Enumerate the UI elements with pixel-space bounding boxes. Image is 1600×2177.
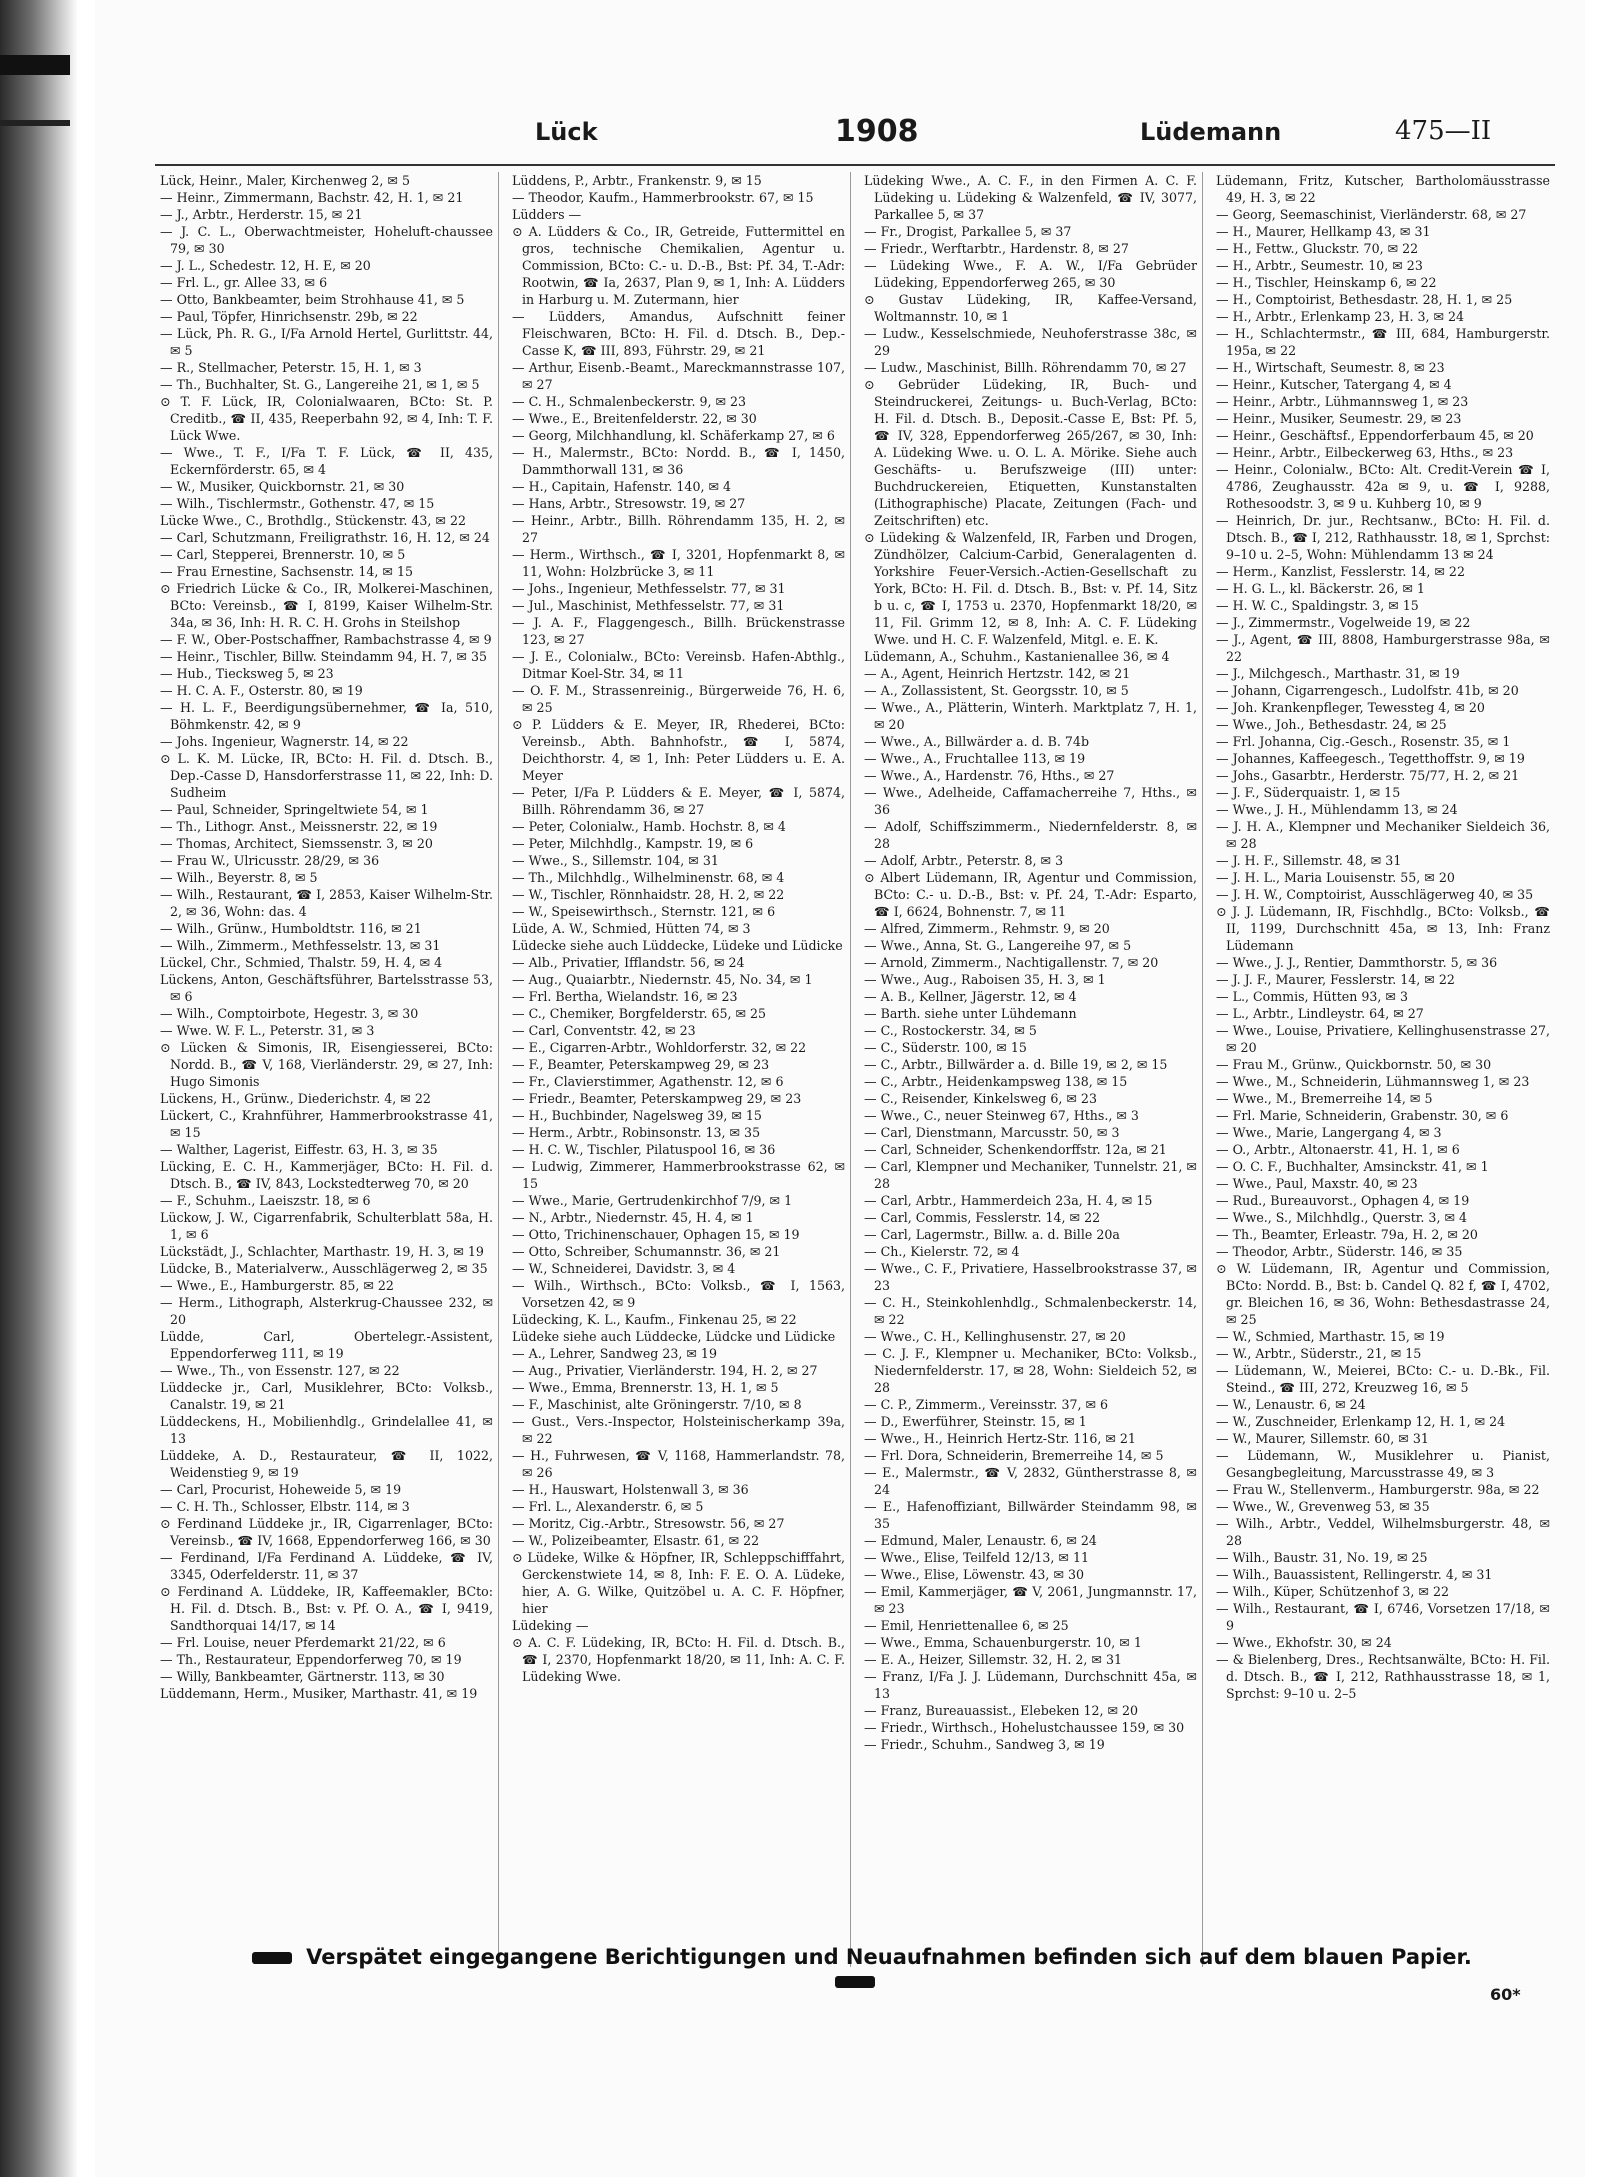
directory-entry: ⊙ Lücken & Simonis, IR, Eisengiesserei, BCto: Nordd. B., ☎ V, 168, Vierländerstr. 29, ✉ 27, Inh: Hugo Simonis bbox=[160, 1040, 493, 1089]
directory-entry: — Carl, Procurist, Hoheweide 5, ✉ 19 bbox=[160, 1482, 402, 1497]
directory-entry: — Wwe., H., Heinrich Hertz-Str. 116, ✉ 21 bbox=[864, 1431, 1136, 1446]
directory-entry: Lück, Heinr., Maler, Kirchenweg 2, ✉ 5 bbox=[160, 173, 410, 188]
directory-entry: — W., Arbtr., Süderstr., 21, ✉ 15 bbox=[1216, 1346, 1422, 1361]
directory-entry: — F., Beamter, Peterskampweg 29, ✉ 23 bbox=[512, 1057, 770, 1072]
directory-entry: — Frl. L., Alexanderstr. 6, ✉ 5 bbox=[512, 1499, 704, 1514]
page-header bbox=[155, 112, 1555, 162]
directory-entry: — Fr., Drogist, Parkallee 5, ✉ 37 bbox=[864, 224, 1072, 239]
directory-entry: Lückens, Anton, Geschäftsführer, Bartelsstrasse 53, ✉ 6 bbox=[160, 972, 493, 1004]
directory-entry: — Theodor, Arbtr., Süderstr. 146, ✉ 35 bbox=[1216, 1244, 1463, 1259]
directory-entry: — Heinr., Kutscher, Tatergang 4, ✉ 4 bbox=[1216, 377, 1452, 392]
directory-entry: — Jul., Maschinist, Methfesselstr. 77, ✉ 31 bbox=[512, 598, 785, 613]
directory-entry: — J., Milchgesch., Marthastr. 31, ✉ 19 bbox=[1216, 666, 1460, 681]
directory-entry: — Friedr., Beamter, Peterskampweg 29, ✉ 23 bbox=[512, 1091, 802, 1106]
directory-entry: — C. P., Zimmerm., Vereinsstr. 37, ✉ 6 bbox=[864, 1397, 1109, 1412]
directory-entry: — Wilh., Grünw., Humboldtstr. 116, ✉ 21 bbox=[160, 921, 422, 936]
directory-entry: — H., Buchbinder, Nagelsweg 39, ✉ 15 bbox=[512, 1108, 762, 1123]
directory-entry: — Lüdemann, W., Meierei, BCto: C.- u. D.-Bk., Fil. Steind., ☎ III, 272, Kreuzweg 16, ✉ 5 bbox=[1216, 1363, 1550, 1395]
header-rule bbox=[155, 164, 1555, 166]
directory-entry: — J. C. L., Oberwachtmeister, Hoheluft-chaussee 79, ✉ 30 bbox=[160, 224, 493, 256]
directory-entry: — Adolf, Arbtr., Peterstr. 8, ✉ 3 bbox=[864, 853, 1064, 868]
directory-entry: Lüdemann, Fritz, Kutscher, Bartholomäusstrasse 49, H. 3, ✉ 22 bbox=[1216, 173, 1550, 205]
page-number: 60* bbox=[1490, 1985, 1521, 2004]
directory-entry: — Otto, Schreiber, Schumannstr. 36, ✉ 21 bbox=[512, 1244, 781, 1259]
directory-entry: — Th., Restaurateur, Eppendorferweg 70, ✉ 19 bbox=[160, 1652, 462, 1667]
directory-entry: — H., Maurer, Hellkamp 43, ✉ 31 bbox=[1216, 224, 1431, 239]
directory-entry: — H., Arbtr., Seumestr. 10, ✉ 23 bbox=[1216, 258, 1423, 273]
directory-entry: Lücking, E. C. H., Kammerjäger, BCto: H. Fil. d. Dtsch. B., ☎ IV, 843, Lockstedterweg 70, ✉ 20 bbox=[160, 1159, 493, 1191]
directory-entry: — Peter, Milchhdlg., Kampstr. 19, ✉ 6 bbox=[512, 836, 754, 851]
directory-entry: — Fr., Clavierstimmer, Agathenstr. 12, ✉ 6 bbox=[512, 1074, 784, 1089]
directory-entry: — C., Chemiker, Borgfelderstr. 65, ✉ 25 bbox=[512, 1006, 767, 1021]
directory-entry: — Th., Milchhdlg., Wilhelminenstr. 68, ✉ 4 bbox=[512, 870, 785, 885]
directory-entry: — E., Hafenoffiziant, Billwärder Steindamm 98, ✉ 35 bbox=[864, 1499, 1197, 1531]
directory-entry: — H. L. F., Beerdigungsübernehmer, ☎ Ia, 510, Böhmkenstr. 42, ✉ 9 bbox=[160, 700, 493, 732]
directory-entry: — Thomas, Architect, Siemssenstr. 3, ✉ 20 bbox=[160, 836, 433, 851]
directory-entry: — Paul, Schneider, Springeltwiete 54, ✉ 1 bbox=[160, 802, 429, 817]
directory-entry: ⊙ Gustav Lüdeking, IR, Kaffee-Versand, Woltmannstr. 10, ✉ 1 bbox=[864, 292, 1197, 324]
directory-entry: — O., Arbtr., Altonaerstr. 41, H. 1, ✉ 6 bbox=[1216, 1142, 1460, 1157]
directory-entry: — Heinr., Arbtr., Eilbeckerweg 63, Hths., ✉ 23 bbox=[1216, 445, 1514, 460]
directory-entry: Lüdecke siehe auch Lüddecke, Lüdeke und Lüdicke bbox=[512, 938, 843, 953]
directory-entry: ⊙ P. Lüdders & E. Meyer, IR, Rhederei, BCto: Vereinsb., Abth. Bahnhofstr., ☎ I, 5874, Deichthorstr. 4, ✉ 1, Inh: Peter Lüdders u. E. A. Meyer bbox=[512, 717, 845, 783]
directory-entry: — Wwe., Th., von Essenstr. 127, ✉ 22 bbox=[160, 1363, 400, 1378]
directory-entry: — J. H. L., Maria Louisenstr. 55, ✉ 20 bbox=[1216, 870, 1455, 885]
column-1 bbox=[155, 172, 499, 1967]
directory-entry: Lückens, H., Grünw., Diederichstr. 4, ✉ 22 bbox=[160, 1091, 431, 1106]
directory-entry: — Heinr., Arbtr., Lühmannsweg 1, ✉ 23 bbox=[1216, 394, 1469, 409]
directory-entry: Lüdeking — bbox=[512, 1618, 589, 1633]
directory-entry: — O. F. M., Strassenreinig., Bürgerweide 76, H. 6, ✉ 25 bbox=[512, 683, 845, 715]
directory-entry: — Wwe., Marie, Gertrudenkirchhof 7/9, ✉ 1 bbox=[512, 1193, 793, 1208]
directory-entry: — C., Arbtr., Heidenkampsweg 138, ✉ 15 bbox=[864, 1074, 1128, 1089]
directory-entry: — Alb., Privatier, Ifflandstr. 56, ✉ 24 bbox=[512, 955, 745, 970]
directory-entry: — Wwe., A., Fruchtallee 113, ✉ 19 bbox=[864, 751, 1086, 766]
directory-entry: — W., Lenaustr. 6, ✉ 24 bbox=[1216, 1397, 1366, 1412]
directory-entry: — Wwe., W., Grevenweg 53, ✉ 35 bbox=[1216, 1499, 1430, 1514]
directory-entry: — Theodor, Kaufm., Hammerbrookstr. 67, ✉ 15 bbox=[512, 190, 814, 205]
directory-entry: — Wwe., Anna, St. G., Langereihe 97, ✉ 5 bbox=[864, 938, 1132, 953]
directory-entry: — Wwe., J. J., Rentier, Dammthorstr. 5, ✉ 36 bbox=[1216, 955, 1498, 970]
directory-entry: — Wwe., Aug., Raboisen 35, H. 3, ✉ 1 bbox=[864, 972, 1106, 987]
directory-entry: — Ludwig, Zimmerer, Hammerbrookstrasse 62, ✉ 15 bbox=[512, 1159, 845, 1191]
directory-entry: — H., Schlachtermstr., ☎ III, 684, Hamburgerstr. 195a, ✉ 22 bbox=[1216, 326, 1550, 358]
columns-container bbox=[155, 172, 1555, 1967]
directory-entry: — E. A., Heizer, Sillemstr. 32, H. 2, ✉ 31 bbox=[864, 1652, 1122, 1667]
directory-entry: — C. H., Schmalenbeckerstr. 9, ✉ 23 bbox=[512, 394, 747, 409]
directory-entry: — C., Arbtr., Billwärder a. d. Bille 19, ✉ 2, ✉ 15 bbox=[864, 1057, 1168, 1072]
directory-entry: — J. E., Colonialw., BCto: Vereinsb. Hafen-Abthlg., Ditmar Koel-Str. 34, ✉ 11 bbox=[512, 649, 845, 681]
directory-entry: — F. W., Ober-Postschaffner, Rambachstrasse 4, ✉ 9 bbox=[160, 632, 492, 647]
directory-entry: — Frl. L., gr. Allee 33, ✉ 6 bbox=[160, 275, 328, 290]
directory-entry: — W., Zuschneider, Erlenkamp 12, H. 1, ✉ 24 bbox=[1216, 1414, 1506, 1429]
directory-entry: — E., Malermstr., ☎ V, 2832, Güntherstrasse 8, ✉ 24 bbox=[864, 1465, 1197, 1497]
directory-entry: — Georg, Seemaschinist, Vierländerstr. 68, ✉ 27 bbox=[1216, 207, 1527, 222]
directory-entry: — Arthur, Eisenb.-Beamt., Mareckmannstrasse 107, ✉ 27 bbox=[512, 360, 845, 392]
header-left-keyword: Lück bbox=[535, 118, 598, 146]
directory-entry: — Wwe., Emma, Brennerstr. 13, H. 1, ✉ 5 bbox=[512, 1380, 779, 1395]
directory-entry: — N., Arbtr., Niedernstr. 45, H. 4, ✉ 1 bbox=[512, 1210, 754, 1225]
book-binding-edge bbox=[0, 0, 78, 2177]
directory-entry: — Th., Buchhalter, St. G., Langereihe 21, ✉ 1, ✉ 5 bbox=[160, 377, 480, 392]
directory-entry: ⊙ Ferdinand Lüddeke jr., IR, Cigarrenlager, BCto: Vereinsb., ☎ IV, 1668, Eppendorferweg 166, ✉ 30 bbox=[160, 1516, 493, 1548]
directory-entry: — Herm., Arbtr., Robinsonstr. 13, ✉ 35 bbox=[512, 1125, 761, 1140]
directory-entry: Lüdeking Wwe., A. C. F., in den Firmen A. C. F. Lüdeking u. Lüdeking & Walzenfeld, ☎ IV, 3077, Parkallee 5, ✉ 37 bbox=[864, 173, 1197, 222]
directory-entry: — W., Polizeibeamter, Elsastr. 61, ✉ 22 bbox=[512, 1533, 760, 1548]
header-page-ref: 475—II bbox=[1395, 116, 1492, 146]
directory-entry: — Peter, I/Fa P. Lüdders & E. Meyer, ☎ I, 5874, Billh. Röhrendamm 36, ✉ 27 bbox=[512, 785, 845, 817]
directory-entry: — J. L., Schedestr. 12, H. E, ✉ 20 bbox=[160, 258, 371, 273]
directory-entry: — Friedr., Werftarbtr., Hardenstr. 8, ✉ 27 bbox=[864, 241, 1129, 256]
directory-entry: — Herm., Lithograph, Alsterkrug-Chaussee 232, ✉ 20 bbox=[160, 1295, 493, 1327]
pointing-hand-left-icon bbox=[252, 1952, 292, 1964]
directory-entry: — Johann, Cigarrengesch., Ludolfstr. 41b, ✉ 20 bbox=[1216, 683, 1519, 698]
directory-entry: — H. G. L., kl. Bäckerstr. 26, ✉ 1 bbox=[1216, 581, 1425, 596]
directory-entry: — Willy, Bankbeamter, Gärtnerstr. 113, ✉ 30 bbox=[160, 1669, 445, 1684]
directory-entry: ⊙ A. C. F. Lüdeking, IR, BCto: H. Fil. d. Dtsch. B., ☎ I, 2370, Hopfenmarkt 18/20, ✉ 11, Inh: A. C. F. Lüdeking Wwe. bbox=[512, 1635, 845, 1684]
directory-entry: — Wwe., M., Schneiderin, Lühmannsweg 1, ✉ 23 bbox=[1216, 1074, 1530, 1089]
directory-entry: — Wwe., Marie, Langergang 4, ✉ 3 bbox=[1216, 1125, 1442, 1140]
directory-entry: — Lüdders, Amandus, Aufschnitt feiner Fleischwaren, BCto: H. Fil. d. Dtsch. B., Dep.-Casse K, ☎ III, 893, Führstr. 29, ✉ 21 bbox=[512, 309, 845, 358]
directory-entry: Lückel, Chr., Schmied, Thalstr. 59, H. 4, ✉ 4 bbox=[160, 955, 443, 970]
directory-entry: Lüddeke, A. D., Restaurateur, ☎ II, 1022, Weidenstieg 9, ✉ 19 bbox=[160, 1448, 493, 1480]
directory-entry: ⊙ Friedrich Lücke & Co., IR, Molkerei-Maschinen, BCto: Vereinsb., ☎ I, 8199, Kaiser Wilhelm-Str. 34a, ✉ 36, Inh: H. R. C. H. Grohs in Steilshop bbox=[160, 581, 493, 630]
column-2 bbox=[507, 172, 851, 1967]
directory-entry: — Gust., Vers.-Inspector, Holsteinischerkamp 39a, ✉ 22 bbox=[512, 1414, 845, 1446]
directory-entry: — H. C. W., Tischler, Pilatuspool 16, ✉ 36 bbox=[512, 1142, 776, 1157]
directory-entry: — Walther, Lagerist, Eiffestr. 63, H. 3, ✉ 35 bbox=[160, 1142, 438, 1157]
directory-entry: — Frl. Dora, Schneiderin, Bremerreihe 14, ✉ 5 bbox=[864, 1448, 1164, 1463]
directory-entry: ⊙ A. Lüdders & Co., IR, Getreide, Futtermittel en gros, technische Chemikalien, Agentur u. Commission, BCto: C.- u. D.-B., Bst: Pf. 34, T.-Adr: Rootwin, ☎ Ia, 2637, Plan 9, ✉ 1, Inh: A. Lüdders in Harburg u. M. Zutermann, hier bbox=[512, 224, 845, 307]
directory-entry: — C. H. Th., Schlosser, Elbstr. 114, ✉ 3 bbox=[160, 1499, 410, 1514]
directory-entry: — Wwe., A., Hardenstr. 76, Hths., ✉ 27 bbox=[864, 768, 1115, 783]
directory-entry: — Wwe., S., Sillemstr. 104, ✉ 31 bbox=[512, 853, 719, 868]
directory-entry: — W., Schmied, Marthastr. 15, ✉ 19 bbox=[1216, 1329, 1445, 1344]
directory-entry: — Wilh., Wirthsch., BCto: Volksb., ☎ I, 1563, Vorsetzen 42, ✉ 9 bbox=[512, 1278, 845, 1310]
directory-entry: Lüdeke siehe auch Lüddecke, Lüdcke und Lüdicke bbox=[512, 1329, 836, 1344]
directory-entry: — H., Tischler, Heinskamp 6, ✉ 22 bbox=[1216, 275, 1437, 290]
directory-entry: — Franz, Bureauassist., Elebeken 12, ✉ 20 bbox=[864, 1703, 1139, 1718]
directory-entry: — Wwe., E., Breitenfelderstr. 22, ✉ 30 bbox=[512, 411, 757, 426]
directory-entry: — Wilh., Tischlermstr., Gothenstr. 47, ✉ 15 bbox=[160, 496, 435, 511]
directory-entry: — Franz, I/Fa J. J. Lüdemann, Durchschnitt 45a, ✉ 13 bbox=[864, 1669, 1197, 1701]
directory-entry: ⊙ Albert Lüdemann, IR, Agentur und Commission, BCto: C.- u. D.-B., Bst: v. Pf. 24, T.-Adr: Esparto, ☎ I, 6624, Bohnenstr. 7, ✉ 11 bbox=[864, 870, 1197, 919]
directory-entry: — Arnold, Zimmerm., Nachtigallenstr. 7, ✉ 20 bbox=[864, 955, 1159, 970]
directory-entry: — Herm., Kanzlist, Fesslerstr. 14, ✉ 22 bbox=[1216, 564, 1465, 579]
directory-entry: — H., Capitain, Hafenstr. 140, ✉ 4 bbox=[512, 479, 732, 494]
directory-entry: — H., Fuhrwesen, ☎ V, 1168, Hammerlandstr. 78, ✉ 26 bbox=[512, 1448, 845, 1480]
directory-entry: Lückow, J. W., Cigarrenfabrik, Schulterblatt 58a, H. 1, ✉ 6 bbox=[160, 1210, 493, 1242]
directory-entry: — C. J. F., Klempner u. Mechaniker, BCto: Volksb., Niedernfelderstr. 17, ✉ 28, Wohn: Sieldeich 52, ✉ 28 bbox=[864, 1346, 1197, 1395]
directory-entry: — H. W. C., Spaldingstr. 3, ✉ 15 bbox=[1216, 598, 1419, 613]
directory-entry: — Wwe., Louise, Privatiere, Kellinghusenstrasse 27, ✉ 20 bbox=[1216, 1023, 1550, 1055]
directory-entry: — J. A. F., Flaggengesch., Billh. Brückenstrasse 123, ✉ 27 bbox=[512, 615, 845, 647]
directory-entry: — Otto, Bankbeamter, beim Strohhause 41, ✉ 5 bbox=[160, 292, 465, 307]
directory-entry: — Wwe. W. F. L., Peterstr. 31, ✉ 3 bbox=[160, 1023, 375, 1038]
directory-entry: — Paul, Töpfer, Hinrichsenstr. 29b, ✉ 22 bbox=[160, 309, 418, 324]
directory-entry: — Heinr., Geschäftsf., Eppendorferbaum 45, ✉ 20 bbox=[1216, 428, 1534, 443]
directory-entry: Lüddemann, Herm., Musiker, Marthastr. 41, ✉ 19 bbox=[160, 1686, 478, 1701]
directory-entry: ⊙ Lüdeke, Wilke & Höpfner, IR, Schleppschifffahrt, Gerckenstwiete 14, ✉ 8, Inh: F. E. O. A. Lüdeke, hier, A. G. Wilke, Quitzöbel u. A. C. F. Höpfner, hier bbox=[512, 1550, 845, 1616]
column-4 bbox=[1211, 172, 1555, 1967]
footer-note bbox=[225, 1945, 1485, 1993]
directory-entry: — Heinr., Musiker, Seumestr. 29, ✉ 23 bbox=[1216, 411, 1462, 426]
directory-entry: — Wilh., Arbtr., Veddel, Wilhelmsburgerstr. 48, ✉ 28 bbox=[1216, 1516, 1550, 1548]
directory-entry: — Ludw., Maschinist, Billh. Röhrendamm 70, ✉ 27 bbox=[864, 360, 1187, 375]
directory-entry: — Wilh., Baustr. 31, No. 19, ✉ 25 bbox=[1216, 1550, 1428, 1565]
directory-entry: — Wilh., Zimmerm., Methfesselstr. 13, ✉ 31 bbox=[160, 938, 441, 953]
directory-entry: — Wilh., Küper, Schützenhof 3, ✉ 22 bbox=[1216, 1584, 1450, 1599]
directory-entry: — C., Süderstr. 100, ✉ 15 bbox=[864, 1040, 1027, 1055]
directory-entry: — L., Arbtr., Lindleystr. 64, ✉ 27 bbox=[1216, 1006, 1424, 1021]
directory-entry: — H., Comptoirist, Bethesdastr. 28, H. 1, ✉ 25 bbox=[1216, 292, 1513, 307]
directory-entry: — Ch., Kielerstr. 72, ✉ 4 bbox=[864, 1244, 1020, 1259]
directory-entry: — Heinr., Zimmermann, Bachstr. 42, H. 1, ✉ 21 bbox=[160, 190, 464, 205]
directory-entry: Lüdders — bbox=[512, 207, 582, 222]
directory-entry: — Heinr., Arbtr., Billh. Röhrendamm 135, H. 2, ✉ 27 bbox=[512, 513, 845, 545]
directory-entry: — Carl, Conventstr. 42, ✉ 23 bbox=[512, 1023, 696, 1038]
directory-entry: Lüddens, P., Arbtr., Frankenstr. 9, ✉ 15 bbox=[512, 173, 762, 188]
directory-entry: — A., Zollassistent, St. Georgsstr. 10, ✉ 5 bbox=[864, 683, 1129, 698]
directory-entry: — Wwe., Ekhofstr. 30, ✉ 24 bbox=[1216, 1635, 1392, 1650]
directory-entry: — H., Fettw., Gluckstr. 70, ✉ 22 bbox=[1216, 241, 1419, 256]
directory-entry: — Moritz, Cig.-Arbtr., Stresowstr. 56, ✉ 27 bbox=[512, 1516, 785, 1531]
directory-entry: — Carl, Schutzmann, Freiligrathstr. 16, H. 12, ✉ 24 bbox=[160, 530, 490, 545]
directory-entry: — J., Agent, ☎ III, 8808, Hamburgerstrasse 98a, ✉ 22 bbox=[1216, 632, 1550, 664]
binding-mark bbox=[0, 55, 70, 75]
directory-entry: — Hub., Tiecksweg 5, ✉ 23 bbox=[160, 666, 334, 681]
directory-entry: — J. H. F., Sillemstr. 48, ✉ 31 bbox=[1216, 853, 1402, 868]
directory-entry: — Wilh., Bauassistent, Rellingerstr. 4, ✉ 31 bbox=[1216, 1567, 1493, 1582]
directory-entry: — Emil, Kammerjäger, ☎ V, 2061, Jungmannstr. 17, ✉ 23 bbox=[864, 1584, 1197, 1616]
directory-entry: — Johs., Gasarbtr., Herderstr. 75/77, H. 2, ✉ 21 bbox=[1216, 768, 1520, 783]
directory-entry: — & Bielenberg, Dres., Rechtsanwälte, BCto: H. Fil. d. Dtsch. B., ☎ I, 212, Rathhausstrasse 18, ✉ 1, Sprchst: 9–10 u. 2–5 bbox=[1216, 1652, 1550, 1701]
directory-entry: — Wwe., C. F., Privatiere, Hasselbrookstrasse 37, ✉ 23 bbox=[864, 1261, 1197, 1293]
directory-entry: — Carl, Arbtr., Hammerdeich 23a, H. 4, ✉ 15 bbox=[864, 1193, 1153, 1208]
directory-entry: — Frau Ernestine, Sachsenstr. 14, ✉ 15 bbox=[160, 564, 413, 579]
directory-entry: — Wwe., J. H., Mühlendamm 13, ✉ 24 bbox=[1216, 802, 1458, 817]
directory-entry: — E., Cigarren-Arbtr., Wohldorferstr. 32, ✉ 22 bbox=[512, 1040, 807, 1055]
directory-entry: ⊙ Lüdeking & Walzenfeld, IR, Farben und Drogen, Zündhölzer, Calcium-Carbid, Generalagenten d. Yorkshire Feuer-Versich.-Actien-Gesellschaft zu York, BCto: H. Fil. d. Dtsch. B., Bst: v. Pf. 14, Sitz b u. c, ☎ I, 1753 u. 2370, Hopfenmarkt 18/20, ✉ 11, Fil. Grimm 12, ✉ 8, Inh: A. C. F. Lüdeking Wwe. und H. C. F. Walzenfeld, Mitgl. e. E. K. bbox=[864, 530, 1197, 647]
directory-entry: ⊙ L. K. M. Lücke, IR, BCto: H. Fil. d. Dtsch. B., Dep.-Casse D, Hansdorferstrasse 11, ✉ 22, Inh: D. Sudheim bbox=[160, 751, 493, 800]
directory-entry: — Wwe., Joh., Bethesdastr. 24, ✉ 25 bbox=[1216, 717, 1447, 732]
directory-entry: — Wilh., Beyerstr. 8, ✉ 5 bbox=[160, 870, 318, 885]
directory-entry: — J. F., Süderquaistr. 1, ✉ 15 bbox=[1216, 785, 1401, 800]
directory-entry: — Alfred, Zimmerm., Rehmstr. 9, ✉ 20 bbox=[864, 921, 1110, 936]
directory-entry: — R., Stellmacher, Peterstr. 15, H. 1, ✉ 3 bbox=[160, 360, 422, 375]
directory-entry: Lückstädt, J., Schlachter, Marthastr. 19, H. 3, ✉ 19 bbox=[160, 1244, 484, 1259]
directory-entry: Lüddeckens, H., Mobilienhdlg., Grindelallee 41, ✉ 13 bbox=[160, 1414, 493, 1446]
directory-entry: ⊙ J. J. Lüdemann, IR, Fischhdlg., BCto: Volksb., ☎ II, 1199, Durchschnitt 45a, ✉ 13, Inh: Franz Lüdemann bbox=[1216, 904, 1550, 953]
directory-entry: Lüde, A. W., Schmied, Hütten 74, ✉ 3 bbox=[512, 921, 751, 936]
directory-entry: — Frl. Marie, Schneiderin, Grabenstr. 30, ✉ 6 bbox=[1216, 1108, 1509, 1123]
directory-entry: — Aug., Privatier, Vierländerstr. 194, H. 2, ✉ 27 bbox=[512, 1363, 818, 1378]
directory-entry: — Wilh., Restaurant, ☎ I, 6746, Vorsetzen 17/18, ✉ 9 bbox=[1216, 1601, 1550, 1633]
directory-entry: — Emil, Henriettenallee 6, ✉ 25 bbox=[864, 1618, 1069, 1633]
directory-entry: — Wwe., C., neuer Steinweg 67, Hths., ✉ 3 bbox=[864, 1108, 1139, 1123]
directory-entry: — Friedr., Wirthsch., Hohelustchaussee 159, ✉ 30 bbox=[864, 1720, 1185, 1735]
directory-entry: — F., Maschinist, alte Gröningerstr. 7/10, ✉ 8 bbox=[512, 1397, 802, 1412]
directory-entry: — Lück, Ph. R. G., I/Fa Arnold Hertel, Gurlittstr. 44, ✉ 5 bbox=[160, 326, 493, 358]
directory-entry: ⊙ Ferdinand A. Lüddeke, IR, Kaffeemakler, BCto: H. Fil. d. Dtsch. B., Bst: v. Pf. O. A., ☎ I, 9419, Sandthorquai 14/17, ✉ 14 bbox=[160, 1584, 493, 1633]
directory-entry: — Aug., Quaiarbtr., Niedernstr. 45, No. 34, ✉ 1 bbox=[512, 972, 813, 987]
directory-entry: — Frau W., Stellenverm., Hamburgerstr. 98a, ✉ 22 bbox=[1216, 1482, 1540, 1497]
directory-entry: — Lüdeking Wwe., F. A. W., I/Fa Gebrüder Lüdeking, Eppendorferweg 265, ✉ 30 bbox=[864, 258, 1197, 290]
header-right-keyword: Lüdemann bbox=[1140, 118, 1282, 146]
binding-mark-thin bbox=[0, 120, 70, 126]
directory-entry: — Wwe., M., Bremerreihe 14, ✉ 5 bbox=[1216, 1091, 1433, 1106]
directory-entry: — A., Lehrer, Sandweg 23, ✉ 19 bbox=[512, 1346, 717, 1361]
directory-entry: Lückert, C., Krahnführer, Hammerbrookstrasse 41, ✉ 15 bbox=[160, 1108, 493, 1140]
directory-entry: — Ludw., Kesselschmiede, Neuhoferstrasse 38c, ✉ 29 bbox=[864, 326, 1197, 358]
directory-entry: — Carl, Klempner und Mechaniker, Tunnelstr. 21, ✉ 28 bbox=[864, 1159, 1197, 1191]
directory-entry: — Frl. Bertha, Wielandstr. 16, ✉ 23 bbox=[512, 989, 738, 1004]
directory-entry: — Wilh., Comptoirbote, Hegestr. 3, ✉ 30 bbox=[160, 1006, 419, 1021]
directory-entry: — H., Hauswart, Holstenwall 3, ✉ 36 bbox=[512, 1482, 749, 1497]
directory-entry: — H., Malermstr., BCto: Nordd. B., ☎ I, 1450, Dammthorwall 131, ✉ 36 bbox=[512, 445, 845, 477]
directory-entry: — Otto, Trichinenschauer, Ophagen 15, ✉ 19 bbox=[512, 1227, 800, 1242]
directory-entry: — Heinrich, Dr. jur., Rechtsanw., BCto: H. Fil. d. Dtsch. B., ☎ I, 212, Rathhausstr. 18, ✉ 1, Sprchst: 9–10 u. 2–5, Wohn: Mühlendamm 13 ✉ 24 bbox=[1216, 513, 1550, 562]
directory-entry: — Georg, Milchhandlung, kl. Schäferkamp 27, ✉ 6 bbox=[512, 428, 835, 443]
directory-entry: — F., Schuhm., Laeiszstr. 18, ✉ 6 bbox=[160, 1193, 371, 1208]
directory-entry: — Wwe., Elise, Teilfeld 12/13, ✉ 11 bbox=[864, 1550, 1089, 1565]
directory-entry: — C. H., Steinkohlenhdlg., Schmalenbeckerstr. 14, ✉ 22 bbox=[864, 1295, 1197, 1327]
directory-entry: — A., Agent, Heinrich Hertzstr. 142, ✉ 21 bbox=[864, 666, 1131, 681]
directory-entry: — Wwe., Emma, Schauenburgerstr. 10, ✉ 1 bbox=[864, 1635, 1142, 1650]
directory-entry: — J. J. F., Maurer, Fesslerstr. 14, ✉ 22 bbox=[1216, 972, 1455, 987]
directory-entry: — Joh. Krankenpfleger, Tewessteg 4, ✉ 20 bbox=[1216, 700, 1485, 715]
directory-entry: — H., Arbtr., Erlenkamp 23, H. 3, ✉ 24 bbox=[1216, 309, 1465, 324]
directory-entry: Lücke Wwe., C., Brothdlg., Stückenstr. 43, ✉ 22 bbox=[160, 513, 467, 528]
directory-entry: — Carl, Stepperei, Brennerstr. 10, ✉ 5 bbox=[160, 547, 406, 562]
directory-entry: — Johs., Ingenieur, Methfesselstr. 77, ✉ 31 bbox=[512, 581, 786, 596]
directory-entry: — Lüdemann, W., Musiklehrer u. Pianist, Gesangbegleitung, Marcusstrasse 49, ✉ 3 bbox=[1216, 1448, 1550, 1480]
directory-page bbox=[95, 0, 1585, 2177]
directory-entry: Lüdcke, B., Materialverw., Ausschlägerweg 2, ✉ 35 bbox=[160, 1261, 488, 1276]
directory-entry: — W., Speisewirthsch., Sternstr. 121, ✉ 6 bbox=[512, 904, 776, 919]
directory-entry: — Wilh., Restaurant, ☎ I, 2853, Kaiser Wilhelm-Str. 2, ✉ 36, Wohn: das. 4 bbox=[160, 887, 493, 919]
column-3 bbox=[859, 172, 1203, 1967]
directory-entry: Lüdemann, A., Schuhm., Kastanienallee 36, ✉ 4 bbox=[864, 649, 1170, 664]
directory-entry: — W., Tischler, Rönnhaidstr. 28, H. 2, ✉ 22 bbox=[512, 887, 785, 902]
directory-entry: — C., Rostockerstr. 34, ✉ 5 bbox=[864, 1023, 1037, 1038]
footer-note-text: Verspätet eingegangene Berichtigungen und Neuaufnahmen befinden sich auf dem blauen Papier. bbox=[306, 1945, 1472, 1969]
directory-entry: — H., Wirtschaft, Seumestr. 8, ✉ 23 bbox=[1216, 360, 1445, 375]
directory-entry: — J., Arbtr., Herderstr. 15, ✉ 21 bbox=[160, 207, 363, 222]
directory-entry: — Th., Lithogr. Anst., Meissnerstr. 22, ✉ 19 bbox=[160, 819, 438, 834]
directory-entry: — Adolf, Schiffszimmerm., Niedernfelderstr. 8, ✉ 28 bbox=[864, 819, 1197, 851]
directory-entry: — J. H. W., Comptoirist, Ausschlägerweg 40, ✉ 35 bbox=[1216, 887, 1534, 902]
pointing-hand-right-icon bbox=[835, 1976, 875, 1988]
directory-entry: — Johannes, Kaffeegesch., Tegetthoffstr. 9, ✉ 19 bbox=[1216, 751, 1525, 766]
directory-entry: — Heinr., Tischler, Billw. Steindamm 94, H. 7, ✉ 35 bbox=[160, 649, 487, 664]
directory-entry: Lüdecking, K. L., Kaufm., Finkenau 25, ✉ 22 bbox=[512, 1312, 797, 1327]
directory-entry: — Wwe., T. F., I/Fa T. F. Lück, ☎ II, 435, Eckernförderstr. 65, ✉ 4 bbox=[160, 445, 493, 477]
directory-entry: — L., Commis, Hütten 93, ✉ 3 bbox=[1216, 989, 1408, 1004]
directory-entry: — Ferdinand, I/Fa Ferdinand A. Lüddeke, ☎ IV, 3345, Oderfelderstr. 11, ✉ 37 bbox=[160, 1550, 493, 1582]
directory-entry: — Edmund, Maler, Lenaustr. 6, ✉ 24 bbox=[864, 1533, 1097, 1548]
directory-entry: — Herm., Wirthsch., ☎ I, 3201, Hopfenmarkt 8, ✉ 11, Wohn: Holzbrücke 3, ✉ 11 bbox=[512, 547, 845, 579]
directory-entry: — Wwe., A., Plätterin, Winterh. Marktplatz 7, H. 1, ✉ 20 bbox=[864, 700, 1197, 732]
directory-entry: — W., Schneiderei, Davidstr. 3, ✉ 4 bbox=[512, 1261, 736, 1276]
directory-entry: Lüdde, Carl, Obertelegr.-Assistent, Eppendorferweg 111, ✉ 19 bbox=[160, 1329, 493, 1361]
header-year: 1908 bbox=[835, 114, 919, 149]
directory-entry: — Rud., Bureauvorst., Ophagen 4, ✉ 19 bbox=[1216, 1193, 1470, 1208]
directory-entry: — Th., Beamter, Erleastr. 79a, H. 2, ✉ 20 bbox=[1216, 1227, 1478, 1242]
directory-entry: — Wwe., Adelheide, Caffamacherreihe 7, Hths., ✉ 36 bbox=[864, 785, 1197, 817]
directory-entry: — Heinr., Colonialw., BCto: Alt. Credit-Verein ☎ I, 4786, Zeughausstr. 42a ✉ 9, u. ☎ I, 9288, Rothesoodstr. 3, ✉ 9 u. Kuhberg 10, ✉ 9 bbox=[1216, 462, 1550, 511]
directory-entry: — Carl, Lagermstr., Billw. a. d. Bille 20a bbox=[864, 1227, 1120, 1242]
directory-entry: — Frl. Louise, neuer Pferdemarkt 21/22, ✉ 6 bbox=[160, 1635, 446, 1650]
directory-entry: — H. C. A. F., Osterstr. 80, ✉ 19 bbox=[160, 683, 363, 698]
directory-entry: — A. B., Kellner, Jägerstr. 12, ✉ 4 bbox=[864, 989, 1077, 1004]
directory-entry: — Frau W., Ulricusstr. 28/29, ✉ 36 bbox=[160, 853, 380, 868]
directory-entry: — Frl. Johanna, Cig.-Gesch., Rosenstr. 35, ✉ 1 bbox=[1216, 734, 1511, 749]
directory-entry: — O. C. F., Buchhalter, Amsinckstr. 41, ✉ 1 bbox=[1216, 1159, 1489, 1174]
directory-entry: — D., Ewerführer, Steinstr. 15, ✉ 1 bbox=[864, 1414, 1087, 1429]
directory-entry: — C., Reisender, Kinkelsweg 6, ✉ 23 bbox=[864, 1091, 1097, 1106]
directory-entry: — J. H. A., Klempner und Mechaniker Sieldeich 36, ✉ 28 bbox=[1216, 819, 1550, 851]
directory-entry: — Johs. Ingenieur, Wagnerstr. 14, ✉ 22 bbox=[160, 734, 409, 749]
directory-entry: — W., Musiker, Quickbornstr. 21, ✉ 30 bbox=[160, 479, 405, 494]
directory-entry: — Wwe., E., Hamburgerstr. 85, ✉ 22 bbox=[160, 1278, 394, 1293]
directory-entry: — W., Maurer, Sillemstr. 60, ✉ 31 bbox=[1216, 1431, 1429, 1446]
directory-entry: ⊙ T. F. Lück, IR, Colonialwaaren, BCto: St. P. Creditb., ☎ II, 435, Reeperbahn 92, ✉ 4, Inh: T. F. Lück Wwe. bbox=[160, 394, 493, 443]
directory-entry: — J., Zimmermstr., Vogelweide 19, ✉ 22 bbox=[1216, 615, 1471, 630]
directory-entry: — Carl, Dienstmann, Marcusstr. 50, ✉ 3 bbox=[864, 1125, 1120, 1140]
directory-entry: — Carl, Schneider, Schenkendorffstr. 12a, ✉ 21 bbox=[864, 1142, 1167, 1157]
directory-entry: — Frau M., Grünw., Quickbornstr. 50, ✉ 30 bbox=[1216, 1057, 1492, 1072]
directory-entry: — Peter, Colonialw., Hamb. Hochstr. 8, ✉ 4 bbox=[512, 819, 786, 834]
directory-entry: ⊙ W. Lüdemann, IR, Agentur und Commission, BCto: Nordd. B., Bst: b. Candel Q. 82 f, ☎ I, 4702, gr. Bleichen 16, ✉ 36, Wohn: Bethesdastrasse 24, ✉ 25 bbox=[1216, 1261, 1550, 1327]
directory-entry: — Wwe., Paul, Maxstr. 40, ✉ 23 bbox=[1216, 1176, 1418, 1191]
directory-entry: Lüddecke jr., Carl, Musiklehrer, BCto: Volksb., Canalstr. 19, ✉ 21 bbox=[160, 1380, 493, 1412]
directory-entry: — Wwe., S., Milchhdlg., Querstr. 3, ✉ 4 bbox=[1216, 1210, 1468, 1225]
directory-entry: — Friedr., Schuhm., Sandweg 3, ✉ 19 bbox=[864, 1737, 1105, 1752]
directory-entry: — Wwe., Elise, Löwenstr. 43, ✉ 30 bbox=[864, 1567, 1085, 1582]
directory-entry: — Barth. siehe unter Lühdemann bbox=[864, 1006, 1077, 1021]
directory-entry: ⊙ Gebrüder Lüdeking, IR, Buch- und Steindruckerei, Zeitungs- u. Buch-Verlag, BCto: H. Fil. d. Dtsch. B., Deposit.-Casse E, Bst: Pf. 5, ☎ IV, 328, Eppendorferweg 265/267, ✉ 30, Inh: A. Lüdeking Wwe. u. O. L. A. Mörike. Siehe auch Geschäfts- u. Berufszweige (III) unter: Buchdruckereien, Etiquetten, Kunstanstalten (Lithographische) Placate, Zeitungen (Fach- und Zeitschriften) etc. bbox=[864, 377, 1197, 528]
directory-entry: — Carl, Commis, Fesslerstr. 14, ✉ 22 bbox=[864, 1210, 1101, 1225]
directory-entry: — Wwe., C. H., Kellinghusenstr. 27, ✉ 20 bbox=[864, 1329, 1126, 1344]
directory-entry: — Wwe., A., Billwärder a. d. B. 74b bbox=[864, 734, 1090, 749]
directory-entry: — Hans, Arbtr., Stresowstr. 19, ✉ 27 bbox=[512, 496, 746, 511]
